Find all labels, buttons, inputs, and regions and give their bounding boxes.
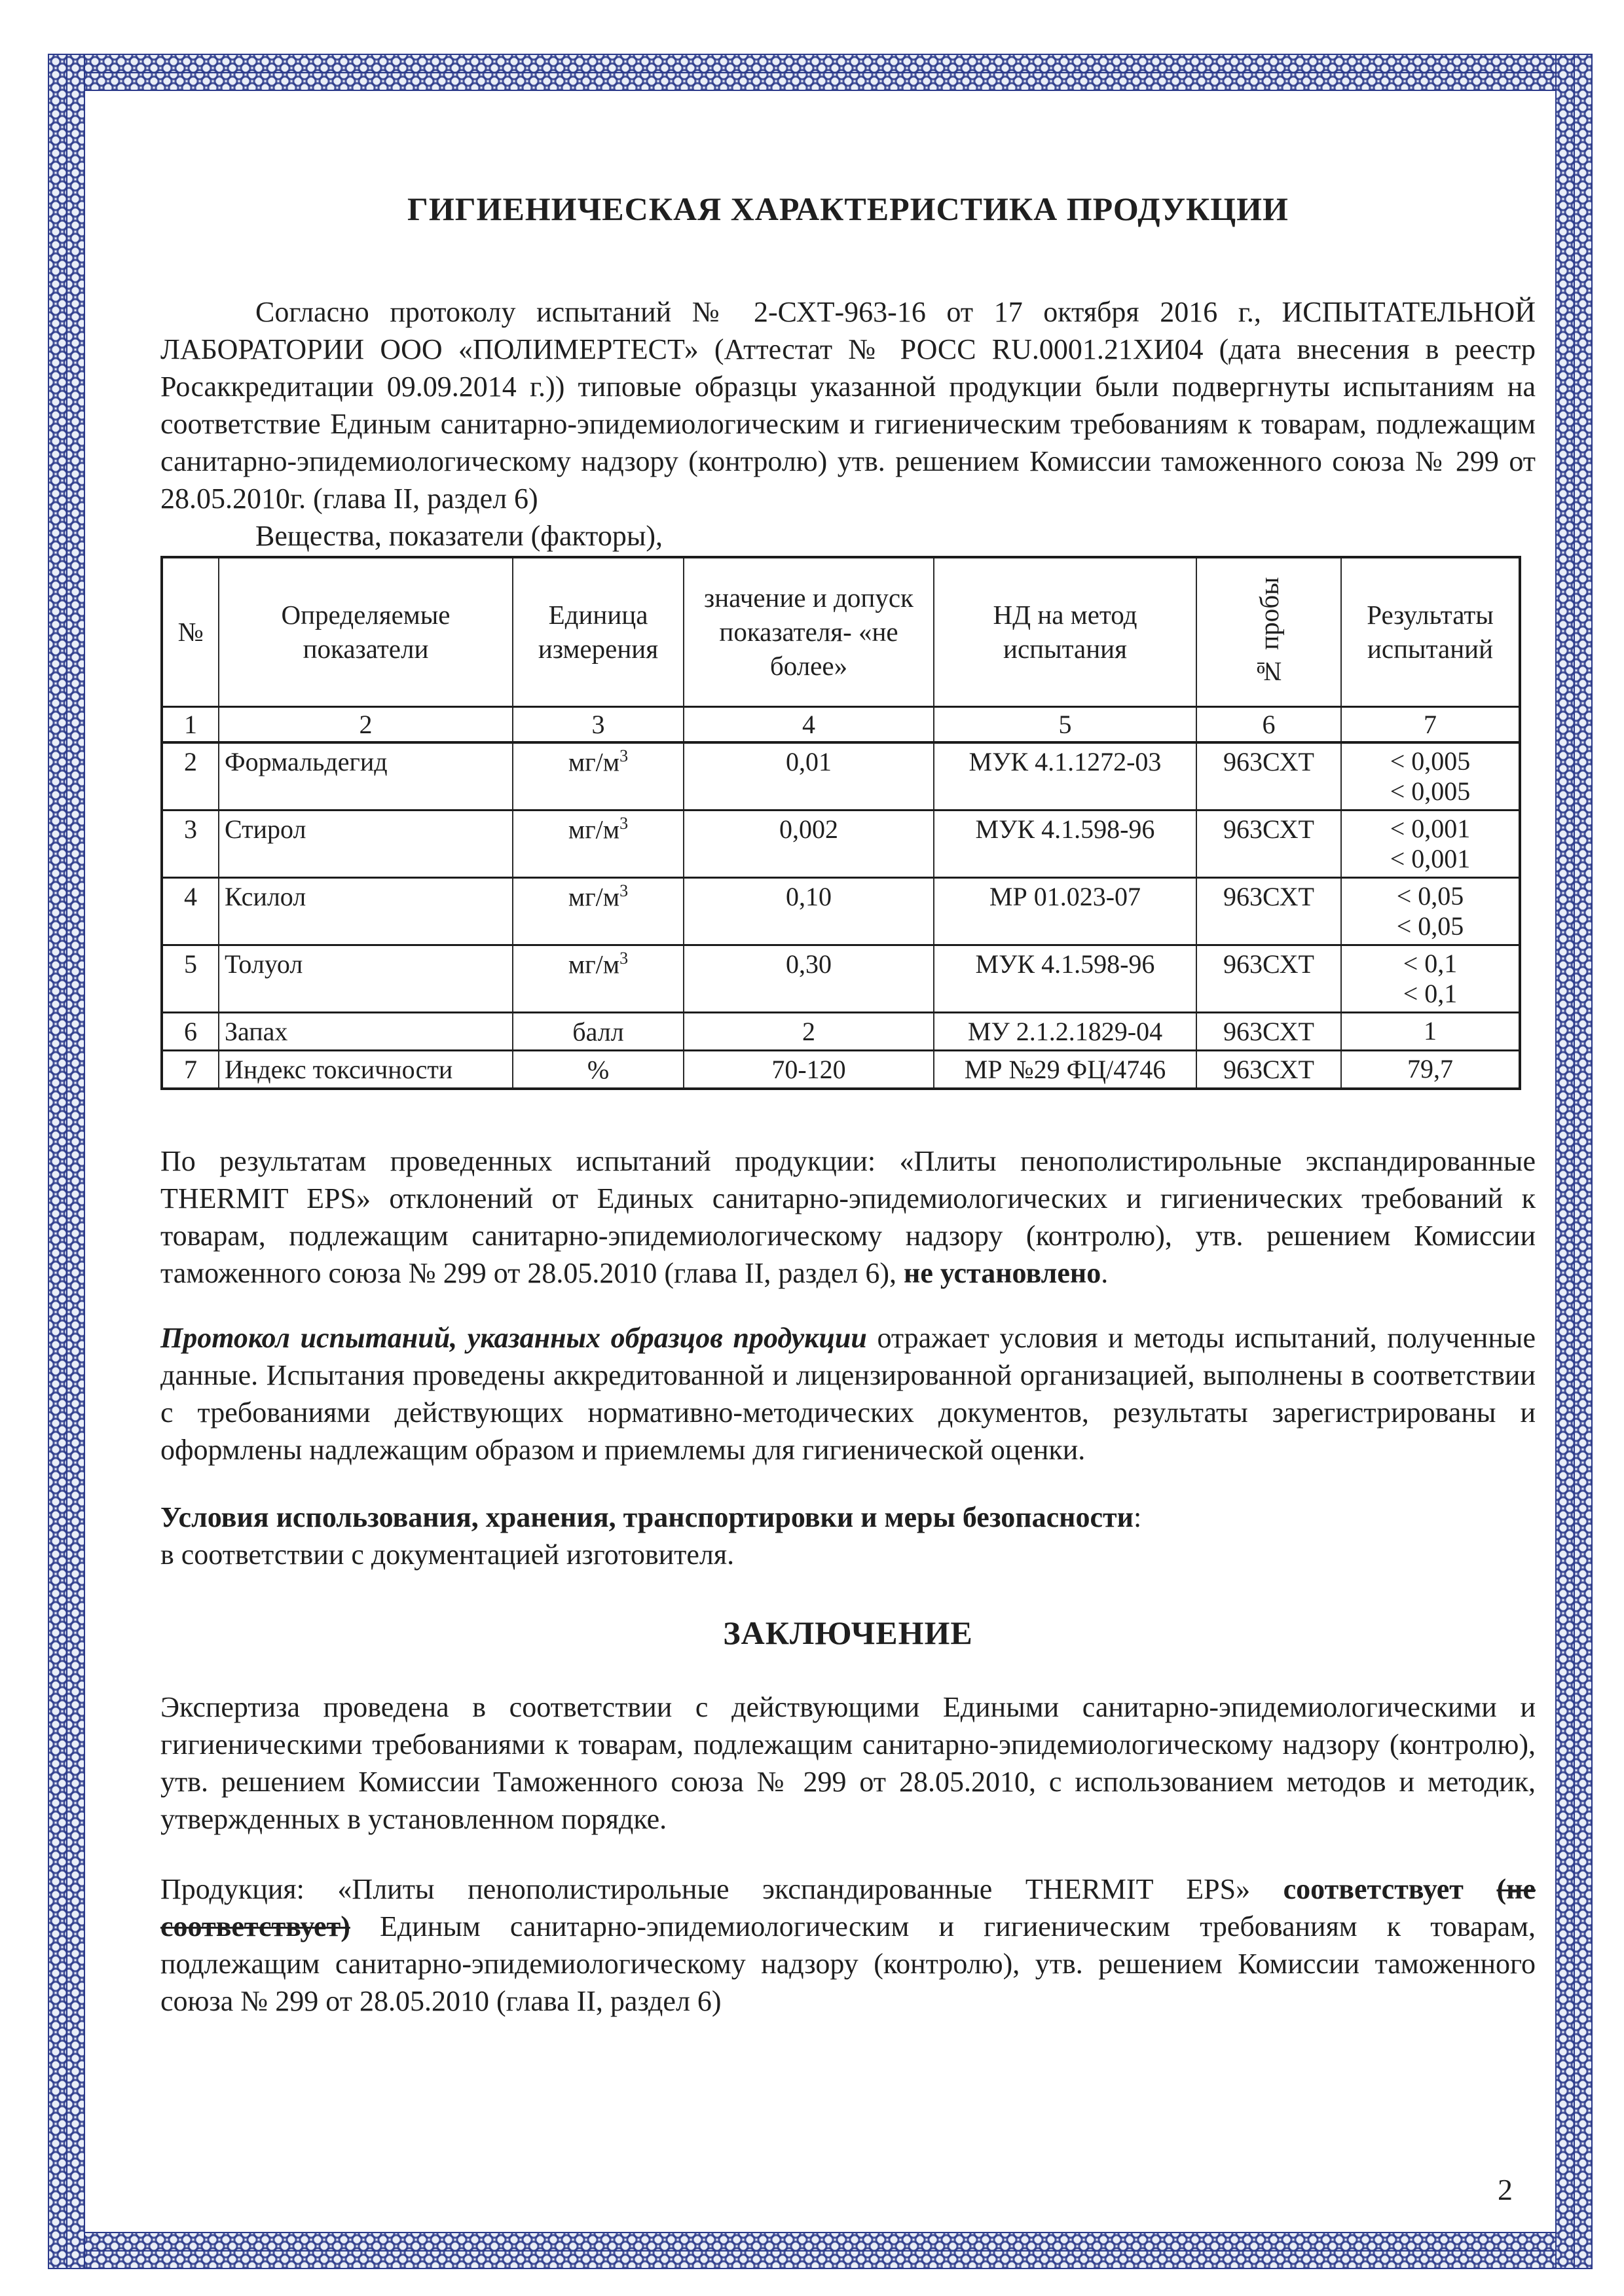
- header-sample: [1196, 557, 1341, 706]
- header-results: Результаты испытаний: [1341, 557, 1520, 706]
- results-summary-bold: не установлено: [904, 1257, 1101, 1290]
- table-row-styrene: [162, 810, 1520, 877]
- product-lead: Продукция: «Плиты пенополистирольные экспандированные THERMIT EPS»: [160, 1873, 1251, 1906]
- conditions-bold: Условия использования, хранения, транспортировки и меры безопасности: [160, 1501, 1134, 1534]
- result-line: < 0,005: [1390, 746, 1471, 776]
- protocol-lead: Протокол испытаний, указанных образцов продукции: [160, 1322, 867, 1355]
- cell-results: [1341, 810, 1520, 877]
- cell-indicator: Ксилол: [219, 877, 513, 945]
- cell-method: МУК 4.1.1272-03: [934, 742, 1196, 811]
- cell-indicator: Формальдегид: [219, 742, 513, 811]
- result-line: < 0,1: [1403, 948, 1458, 978]
- cell-sample: 963СХТ: [1196, 742, 1341, 811]
- cell-indicator: Индекс токсичности: [219, 1050, 513, 1089]
- cell-method: МУК 4.1.598-96: [934, 945, 1196, 1012]
- product-conclusion-paragraph: [160, 1870, 1536, 2020]
- page-title: ГИГИЕНИЧЕСКАЯ ХАРАКТЕРИСТИКА ПРОДУКЦИИ: [407, 191, 1289, 227]
- cell-limit: 0,002: [684, 810, 934, 877]
- guilloche-border-top: [48, 54, 1593, 91]
- expertise-paragraph: Экспертиза проведена в соответствии с действующими Едиными санитарно-эпидемиологическими и гигиеническими требованиями к товарам, подлежащим санитарно-эпидемиологическому надзору (контролю), утв. решением Комиссии Таможенного союза № 299 от 28.05.2010, с использованием методов и методик, утвержденных в установленном порядке.: [160, 1691, 1536, 1836]
- test-results-table: [160, 556, 1521, 1090]
- column-number-row: [162, 706, 1520, 742]
- cell-results: [1341, 1050, 1520, 1089]
- result-line: < 0,001: [1390, 843, 1471, 873]
- result-line: < 0,05: [1396, 911, 1464, 941]
- unit-text: мг/м: [568, 746, 620, 776]
- unit-text: %: [587, 1055, 610, 1085]
- header-indicator: Определяемые показатели: [219, 557, 513, 706]
- protocol-paragraph: [160, 1319, 1536, 1468]
- guilloche-border-bottom: [48, 2232, 1593, 2269]
- col-number: 2: [219, 706, 513, 742]
- header-limit: значение и допуск показателя- «не более»: [684, 557, 934, 706]
- conclusion-heading: ЗАКЛЮЧЕНИЕ: [723, 1614, 973, 1652]
- unit-text: мг/м: [568, 814, 620, 844]
- unit-text: мг/м: [568, 881, 620, 911]
- cell-unit: [513, 742, 684, 811]
- cell-method: МУК 4.1.598-96: [934, 810, 1196, 877]
- table-caption: Вещества, показатели (факторы),: [255, 520, 663, 552]
- intro-paragraph: Согласно протоколу испытаний № 2-СХТ-963-16 от 17 октября 2016 г., ИСПЫТАТЕЛЬНОЙ ЛАБОРАТОРИИ ООО «ПОЛИМЕРТЕСТ» (Аттестат № РОСС RU.0001.21ХИ04 (дата внесения в реестр Росаккредитации 09.09.2014 г.)) типовые образцы указанной продукции были подвергнуты испытаниям на соответствие Единым санитарно-эпидемиологическим и гигиеническим требованиям к товарам, подлежащим санитарно-эпидемиологическому надзору (контролю) утв. решением Комиссии таможенного союза № 299 от 28.05.2010г. (глава II, раздел 6): [160, 296, 1536, 515]
- cell-number: 4: [162, 877, 219, 945]
- cell-limit: 0,01: [684, 742, 934, 811]
- results-summary-tail: .: [1101, 1257, 1109, 1290]
- result-line: < 0,001: [1390, 813, 1471, 843]
- guilloche-border-left: [48, 54, 85, 2269]
- table-header-row: [162, 557, 1520, 706]
- header-unit: Единица измерения: [513, 557, 684, 706]
- cell-indicator: Запах: [219, 1012, 513, 1050]
- header-method-label: НД на метод испытания: [993, 600, 1137, 665]
- page-number: 2: [1498, 2173, 1513, 2206]
- cell-method: МР 01.023-07: [934, 877, 1196, 945]
- col-number: 5: [934, 706, 1196, 742]
- cell-limit: 0,30: [684, 945, 934, 1012]
- product-verdict-bold: соответствует: [1283, 1873, 1464, 1906]
- table-row-formaldehyde: [162, 742, 1520, 811]
- cell-method: МР №29 ФЦ/4746: [934, 1050, 1196, 1089]
- cell-results: [1341, 877, 1520, 945]
- product-rest: Единым санитарно-эпидемиологическим и гигиеническим требованиям к товарам, подлежащим санитарно-эпидемиологическому надзору (контролю), утв. решением Комиссии таможенного союза № 299 от 28.05.2010 (глава II, раздел 6): [160, 1910, 1536, 2018]
- cell-sample: 963СХТ: [1196, 945, 1341, 1012]
- table-row-xylene: [162, 877, 1520, 945]
- col-number: 1: [162, 706, 219, 742]
- cell-results: [1341, 1012, 1520, 1050]
- unit-text: балл: [572, 1016, 624, 1046]
- cell-sample: 963СХТ: [1196, 877, 1341, 945]
- cell-results: [1341, 945, 1520, 1012]
- result-line: < 0,1: [1403, 978, 1458, 1008]
- cell-unit: [513, 945, 684, 1012]
- col-number: 7: [1341, 706, 1520, 742]
- unit-sup: 3: [619, 746, 629, 765]
- protocol-text: отражает условия и методы испытаний, полученные данные. Испытания проведены аккредитованной и лицензированной организацией, выполнены в соответствии с требованиями действующих нормативно-методических документов, результаты зарегистрированы и оформлены надлежащим образом и приемлемы для гигиенической оценки.: [160, 1322, 1536, 1467]
- result-line: 1: [1424, 1015, 1437, 1046]
- header-method: [934, 557, 1196, 706]
- cell-number: 3: [162, 810, 219, 877]
- result-line: < 0,05: [1396, 881, 1464, 911]
- cell-number: 2: [162, 742, 219, 811]
- conditions-line2: в соответствии с документацией изготовителя.: [160, 1539, 735, 1571]
- unit-sup: 3: [619, 948, 629, 968]
- results-summary-paragraph: [160, 1142, 1536, 1292]
- header-sample-label: № пробы: [1253, 577, 1284, 687]
- header-number: №: [162, 557, 219, 706]
- cell-limit: 70-120: [684, 1050, 934, 1089]
- cell-number: 6: [162, 1012, 219, 1050]
- cell-limit: 0,10: [684, 877, 934, 945]
- unit-text: мг/м: [568, 949, 620, 979]
- table-row-toluene: [162, 945, 1520, 1012]
- col-number: 6: [1196, 706, 1341, 742]
- cell-sample: 963СХТ: [1196, 810, 1341, 877]
- cell-unit: [513, 877, 684, 945]
- table-row-odor: [162, 1012, 1520, 1050]
- unit-sup: 3: [619, 881, 629, 900]
- cell-indicator: Толуол: [219, 945, 513, 1012]
- cell-unit: [513, 1050, 684, 1089]
- conditions-colon: :: [1133, 1501, 1142, 1534]
- cell-sample: 963СХТ: [1196, 1050, 1341, 1089]
- cell-unit: [513, 810, 684, 877]
- results-summary-text: По результатам проведенных испытаний продукции: «Плиты пенополистирольные экспандированные THERMIT EPS» отклонений от Единых санитарно-эпидемиологических и гигиенических требований к товарам, подлежащим санитарно-эпидемиологическому надзору (контролю), утв. решением Комиссии таможенного союза № 299 от 28.05.2010 (глава II, раздел 6),: [160, 1145, 1536, 1290]
- cell-limit: 2: [684, 1012, 934, 1050]
- document-content: [160, 92, 1536, 2020]
- result-line: < 0,005: [1390, 776, 1471, 806]
- cell-number: 5: [162, 945, 219, 1012]
- cell-indicator: Стирол: [219, 810, 513, 877]
- cell-number: 7: [162, 1050, 219, 1089]
- product-verdict-struck: (не соответствует): [160, 1873, 1536, 1943]
- cell-unit: [513, 1012, 684, 1050]
- cell-results: [1341, 742, 1520, 811]
- col-number: 3: [513, 706, 684, 742]
- conditions-paragraph: [160, 1499, 1536, 1573]
- cell-method: МУ 2.1.2.1829-04: [934, 1012, 1196, 1050]
- table-row-toxicity-index: [162, 1050, 1520, 1089]
- cell-sample: 963СХТ: [1196, 1012, 1341, 1050]
- col-number: 4: [684, 706, 934, 742]
- guilloche-border-right: [1555, 54, 1593, 2269]
- result-line: 79,7: [1407, 1053, 1453, 1084]
- unit-sup: 3: [619, 813, 629, 833]
